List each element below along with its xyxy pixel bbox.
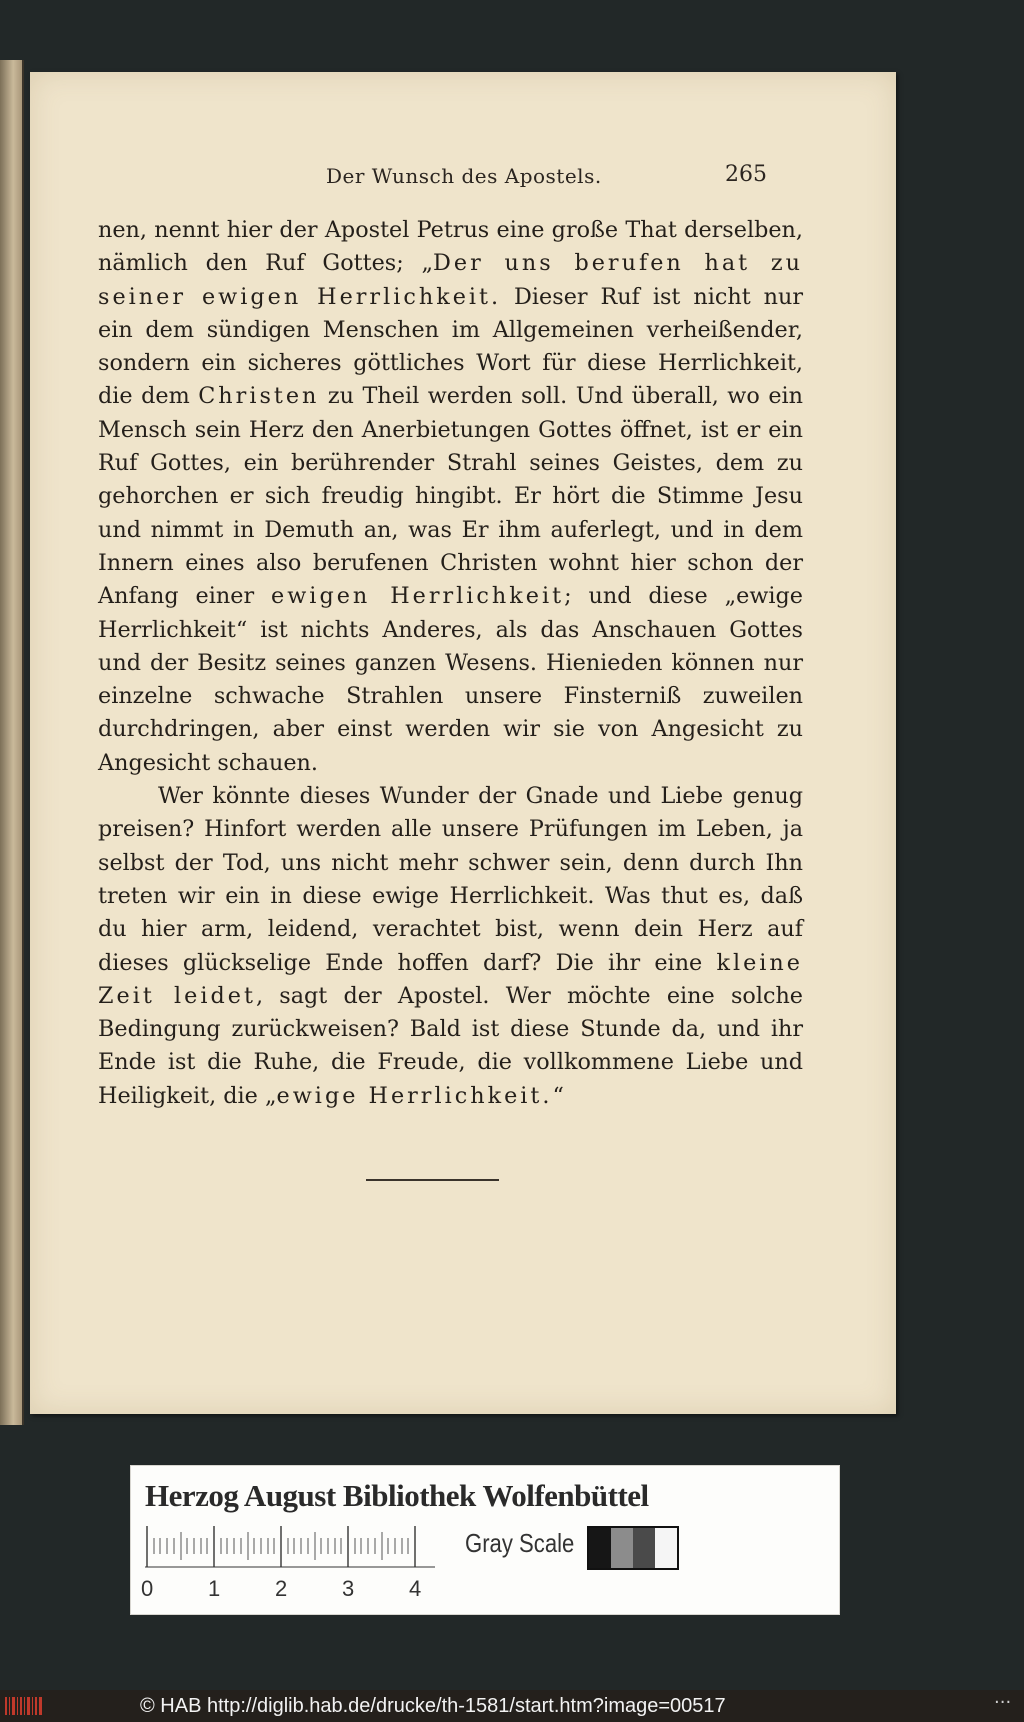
text-run: , sagt der Apostel. Wer möchte eine solche Bedingung zurückweisen? Bald ist diese Stunde da, und ihr Ende ist die Ruhe, die Freude, die vollkommene Liebe und Heiligkeit, die „ <box>98 982 803 1109</box>
emphasis-text: kleine Zeit leidet <box>98 949 803 1009</box>
text-run: zu Theil werden soll. Und überall, wo ein Mensch sein Herz den Anerbietungen Gottes öffnet, ist er ein Ruf Gottes, ein berührender Strahl seines Geistes, dem zu gehorchen er sich freudig hingibt. Er hört die Stimme Jesu und nimmt in Demuth an, was Er ihm auferlegt, und in dem Innern eines also berufenen Christen wohnt hier schon der Anfang einer <box>98 383 803 610</box>
end-rule <box>366 1179 499 1181</box>
text-run: “ <box>552 1082 564 1109</box>
scale-number: 0 <box>141 1576 154 1601</box>
paragraph-2 <box>98 780 803 1113</box>
more-icon[interactable]: ··· <box>994 1692 1012 1713</box>
gray-swatch <box>611 1528 633 1568</box>
scale-number: 1 <box>208 1576 221 1601</box>
gray-swatch <box>655 1528 677 1568</box>
barcode-icon <box>4 1695 44 1717</box>
text-run: Dieser Ruf ist nicht nur ein dem sündigen Menschen im Allgemeinen verheißender, sondern ein sicheres göttliches Wort für diese Herrlichkeit, die dem <box>98 283 803 410</box>
footer-bar <box>0 1690 1024 1722</box>
book-page <box>30 72 896 1414</box>
color-calibration-card <box>130 1465 840 1615</box>
previous-page-edge <box>0 60 24 1425</box>
scale-number: 3 <box>342 1576 355 1601</box>
text-run: ; und diese „ewige Herrlichkeit“ ist nichts Anderes, als das Anschauen Gottes und der Besitz seines ganzen Wesens. Hienieden können nur einzelne schwache Strahlen unsere Finsterniß zuweilen durchdringen, aber einst werden wir sie von Angesicht zu Angesicht schauen. <box>98 583 803 776</box>
text-run: Wer könnte dieses Wunder der Gnade und Liebe genug preisen? Hinfort werden alle unsere Prüfungen im Leben, ja selbst der Tod, uns nicht mehr schwer sein, denn durch Ihn treten wir ein in diese ewige Herrlichkeit. Was thut es, daß du hier arm, leidend, verachtet bist, wenn dein Herz auf dieses glückselige Ende hoffen darf? Die ihr eine <box>98 783 803 976</box>
text-run: nen, nennt hier der Apostel Petrus eine große That derselben, nämlich den Ruf Gottes; „ <box>98 217 803 277</box>
copyright-url[interactable]: © HAB http://diglib.hab.de/drucke/th-1581/start.htm?image=00517 <box>140 1695 726 1717</box>
page-number: 265 <box>725 162 767 187</box>
scale-number: 4 <box>409 1576 422 1601</box>
paragraph-1 <box>98 214 803 780</box>
emphasis-text: Christen <box>198 383 320 410</box>
gray-swatch <box>589 1528 611 1568</box>
running-head: Der Wunsch des Apostels. <box>326 164 602 188</box>
emphasis-text: ewigen Herrlichkeit <box>271 583 565 610</box>
gray-swatch <box>633 1528 655 1568</box>
gray-scale-swatches <box>587 1526 679 1570</box>
emphasis-text: Der uns berufen hat zu seiner ewigen Herrlichkeit. <box>98 250 804 310</box>
library-title: Herzog August Bibliothek Wolfenbüttel <box>145 1478 649 1513</box>
body-text <box>98 214 803 1113</box>
scale-number: 2 <box>275 1576 288 1601</box>
gray-scale-label: Gray Scale <box>465 1528 575 1558</box>
emphasis-text: ewige Herrlichkeit. <box>276 1082 553 1109</box>
ruler-scale-icon <box>145 1526 435 1568</box>
